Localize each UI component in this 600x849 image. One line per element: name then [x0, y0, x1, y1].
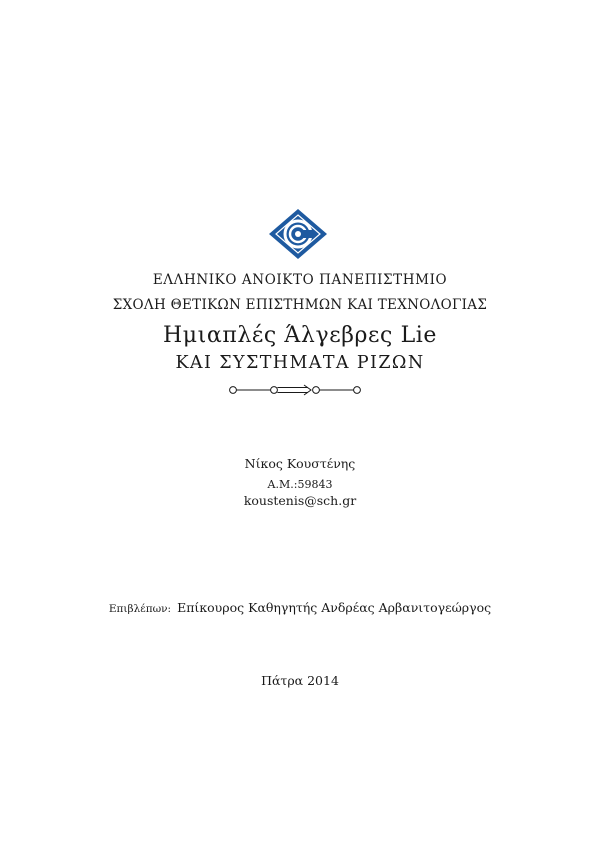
dynkin-diagram-icon	[228, 382, 362, 398]
supervisor-label: Επιβλέπων:	[108, 603, 172, 615]
thesis-subtitle: ΚΑΙ ΣΥΣΤΗΜΑΤΑ ΡΙΖΩΝ	[175, 353, 425, 373]
school-name: ΣΧΟΛΗ ΘΕΤΙΚΩΝ ΕΠΙΣΤΗΜΩΝ ΚΑΙ ΤΕΧΝΟΛΟΓΙΑΣ	[112, 297, 488, 313]
supervisor-line	[0, 600, 600, 615]
author-name: Νίκος Κουστένης	[244, 456, 356, 471]
place-date: Πάτρα 2014	[261, 673, 339, 688]
thesis-title: Ημιαπλές Άλγεβρες Lie	[162, 323, 438, 348]
student-id: Α.Μ.:59843	[267, 478, 333, 491]
author-email: koustenis@sch.gr	[243, 493, 357, 508]
university-seal-icon	[268, 208, 328, 260]
supervisor-name: Επίκουρος Καθηγητής Ανδρέας Αρβανιτογεώργος	[177, 600, 492, 615]
university-name: ΕΛΛΗΝΙΚΟ ΑΝΟΙΚΤΟ ΠΑΝΕΠΙΣΤΗΜΙΟ	[152, 272, 448, 288]
